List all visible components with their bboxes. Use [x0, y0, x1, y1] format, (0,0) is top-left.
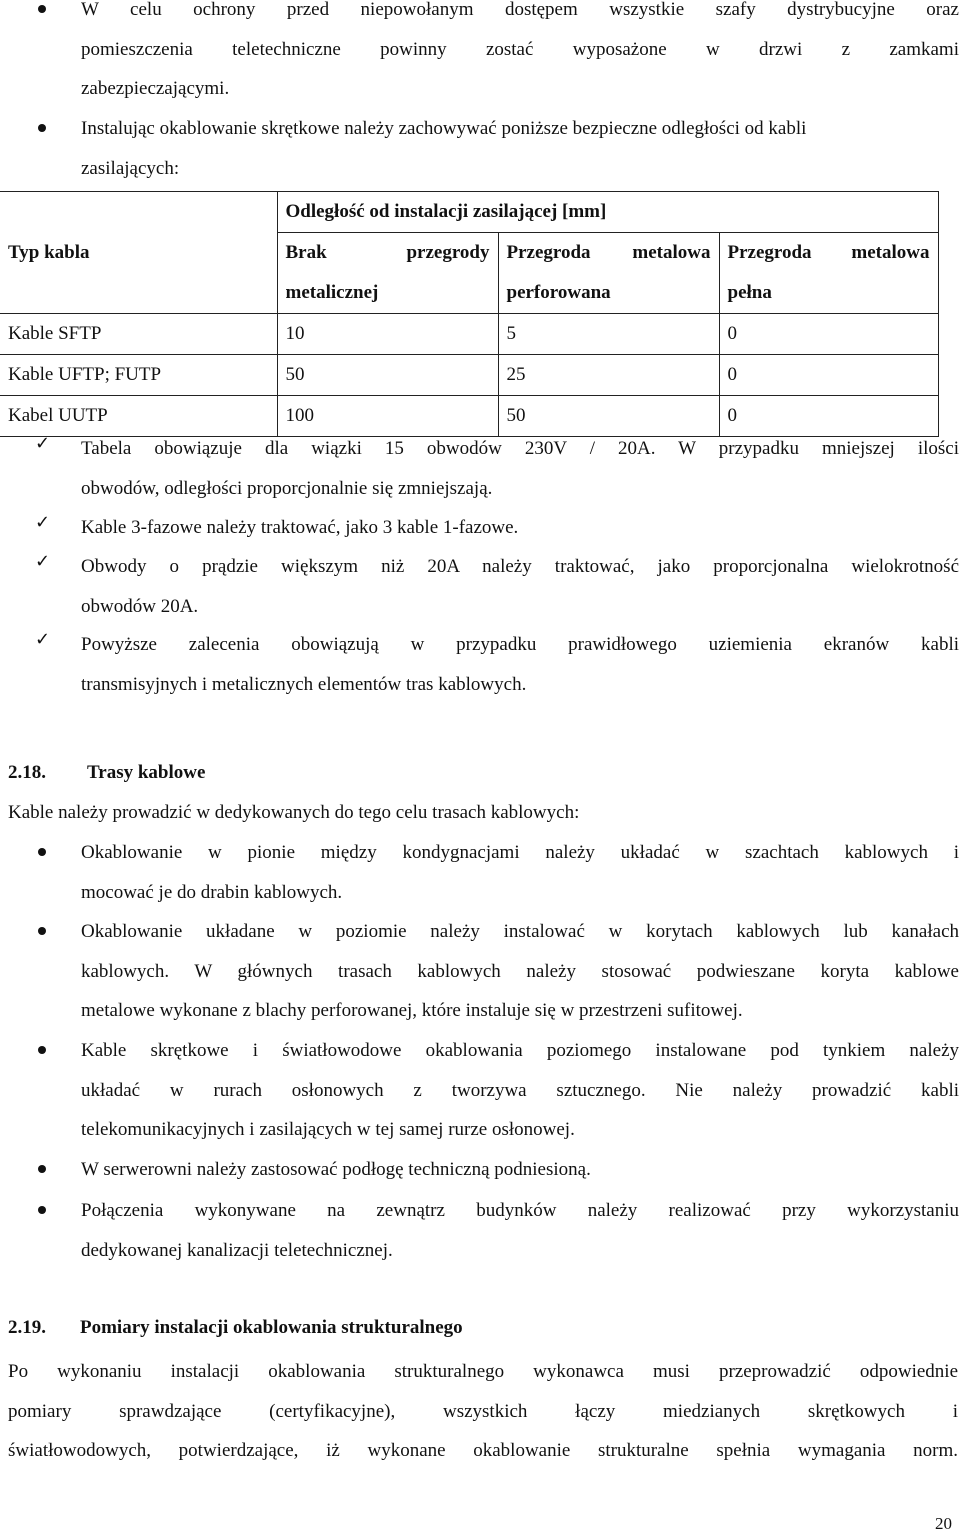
- header-line: metalicznej: [285, 282, 379, 303]
- text-line: Kable skrętkowe i światłowodowe okablowania poziomego instalowane pod tynkiem należy: [81, 1040, 959, 1061]
- header-distance-group: Odległość od instalacji zasilającej [mm]: [277, 192, 938, 233]
- bullet-item: [81, 833, 959, 912]
- header-line: Przegroda metalowa: [727, 242, 930, 263]
- distance-table: [0, 191, 939, 437]
- checkmark-icon: ✓: [35, 551, 51, 572]
- bullet-item: [81, 109, 959, 188]
- table-cell: Kabel UUTP: [0, 396, 277, 437]
- table-row: [0, 314, 938, 355]
- text-line: Okablowanie w pionie między kondygnacjami należy układać w szachtach kablowych i: [81, 842, 959, 863]
- text-line: Powyższe zalecenia obowiązują w przypadku prawidłowego uziemienia ekranów kabli: [81, 634, 959, 655]
- text-line: Połączenia wykonywane na zewnątrz budynków należy realizować przy wykorzystaniu: [81, 1200, 959, 1221]
- bullet-item: [81, 1191, 959, 1270]
- bullet-item: [81, 1150, 959, 1190]
- bullet-dot-icon: [38, 1206, 46, 1214]
- text-line: kablowych. W głównych trasach kablowych należy stosować podwieszane koryta kablowe: [81, 960, 959, 982]
- text-line: W serwerowni należy zastosować podłogę techniczną podniesioną.: [81, 1159, 591, 1180]
- text-line: obwodów, odległości proporcjonalnie się zmniejszają.: [81, 477, 493, 499]
- text-line: transmisyjnych i metalicznych elementów tras kablowych.: [81, 673, 527, 695]
- checkmark-icon: ✓: [35, 433, 51, 454]
- header-line: pełna: [727, 282, 772, 303]
- text-line: układać w rurach osłonowych z tworzywa sztucznego. Nie należy prowadzić kabli: [81, 1079, 959, 1101]
- bullet-item: [81, 912, 959, 1031]
- table-row: [0, 355, 938, 396]
- header-solid-barrier: [719, 233, 938, 314]
- section-title: Pomiary instalacji okablowania strukturalnego: [80, 1317, 463, 1338]
- header-line: Przegroda metalowa: [506, 242, 711, 263]
- text-line: pomiary sprawdzające (certyfikacyjne), wszystkich łączy miedzianych skrętkowych i: [8, 1400, 958, 1422]
- text-line: Kable 3-fazowe należy traktować, jako 3 kable 1-fazowe.: [81, 517, 519, 538]
- text-line: metalowe wykonane z blachy perforowanej, które instaluje się w przestrzeni sufitowej.: [81, 1000, 743, 1021]
- table-cell: 100: [277, 396, 498, 437]
- header-perforated-barrier: [498, 233, 719, 314]
- bullet-dot-icon: [38, 1165, 46, 1173]
- checkmark-icon: ✓: [35, 512, 51, 533]
- text-line: obwodów 20A.: [81, 595, 199, 617]
- text-line: Okablowanie układane w poziomie należy instalować w korytach kablowych lub kanałach: [81, 921, 959, 942]
- text-line: Tabela obowiązuje dla wiązki 15 obwodów 230V / 20A. W przypadku mniejszej ilości: [81, 438, 959, 459]
- bullet-dot-icon: [38, 848, 46, 856]
- section-paragraph: [8, 1352, 958, 1471]
- checkmark-icon: ✓: [35, 629, 51, 650]
- bullet-item: [81, 0, 959, 109]
- section-intro: Kable należy prowadzić w dedykowanych do tego celu trasach kablowych:: [8, 802, 580, 823]
- text-line: światłowodowych, potwierdzające, iż wykonane okablowanie strukturalne spełnia wymagania norm.: [8, 1440, 958, 1461]
- bullet-dot-icon: [38, 927, 46, 935]
- section-title: Trasy kablowe: [87, 762, 206, 783]
- text-line: Po wykonaniu instalacji okablowania strukturalnego wykonawca musi przeprowadzić odpowiednie: [8, 1361, 958, 1382]
- header-line: perforowana: [506, 282, 611, 303]
- check-item: [35, 429, 959, 508]
- text-line: mocować je do drabin kablowych.: [81, 881, 343, 903]
- bullet-item: [81, 1031, 959, 1150]
- text-line: W celu ochrony przed niepowołanym dostępem wszystkie szafy dystrybucyjne oraz: [81, 0, 959, 20]
- check-item: [35, 625, 959, 704]
- table-cell: 0: [719, 396, 938, 437]
- page-number: 20: [935, 1514, 952, 1533]
- text-line: pomieszczenia teletechniczne powinny zostać wyposażone w drzwi z zamkami: [81, 38, 959, 60]
- check-item: [35, 547, 959, 626]
- section-heading: [8, 1308, 463, 1348]
- bullet-dot-icon: [38, 124, 46, 132]
- section-number: 2.18.: [8, 762, 46, 783]
- table-cell: 5: [498, 314, 719, 355]
- table-cell: Kable SFTP: [0, 314, 277, 355]
- text-line: dedykowanej kanalizacji teletechnicznej.: [81, 1239, 393, 1261]
- table-cell: 50: [498, 396, 719, 437]
- header-cable-type: Typ kabla: [0, 192, 277, 314]
- text-line: zabezpieczającymi.: [81, 78, 230, 99]
- check-item: [35, 508, 959, 548]
- text-line: telekomunikacyjnych i zasilających w tej samej rurze osłonowej.: [81, 1119, 575, 1140]
- table-cell: 25: [498, 355, 719, 396]
- table-cell: 0: [719, 355, 938, 396]
- table-cell: Kable UFTP; FUTP: [0, 355, 277, 396]
- header-no-barrier: [277, 233, 498, 314]
- text-line: Instalując okablowanie skrętkowe należy zachowywać poniższe bezpieczne odległości od kabli: [81, 118, 807, 139]
- bullet-dot-icon: [38, 5, 46, 13]
- table-cell: 0: [719, 314, 938, 355]
- table-cell: 50: [277, 355, 498, 396]
- section-heading: [8, 753, 205, 793]
- text-line: zasilających:: [81, 157, 180, 179]
- text-line: Obwody o prądzie większym niż 20A należy traktować, jako proporcjonalna wielokrotność: [81, 556, 959, 577]
- bullet-dot-icon: [38, 1046, 46, 1054]
- section-number: 2.19.: [8, 1317, 46, 1338]
- header-line: Brak przegrody: [285, 242, 490, 263]
- table-cell: 10: [277, 314, 498, 355]
